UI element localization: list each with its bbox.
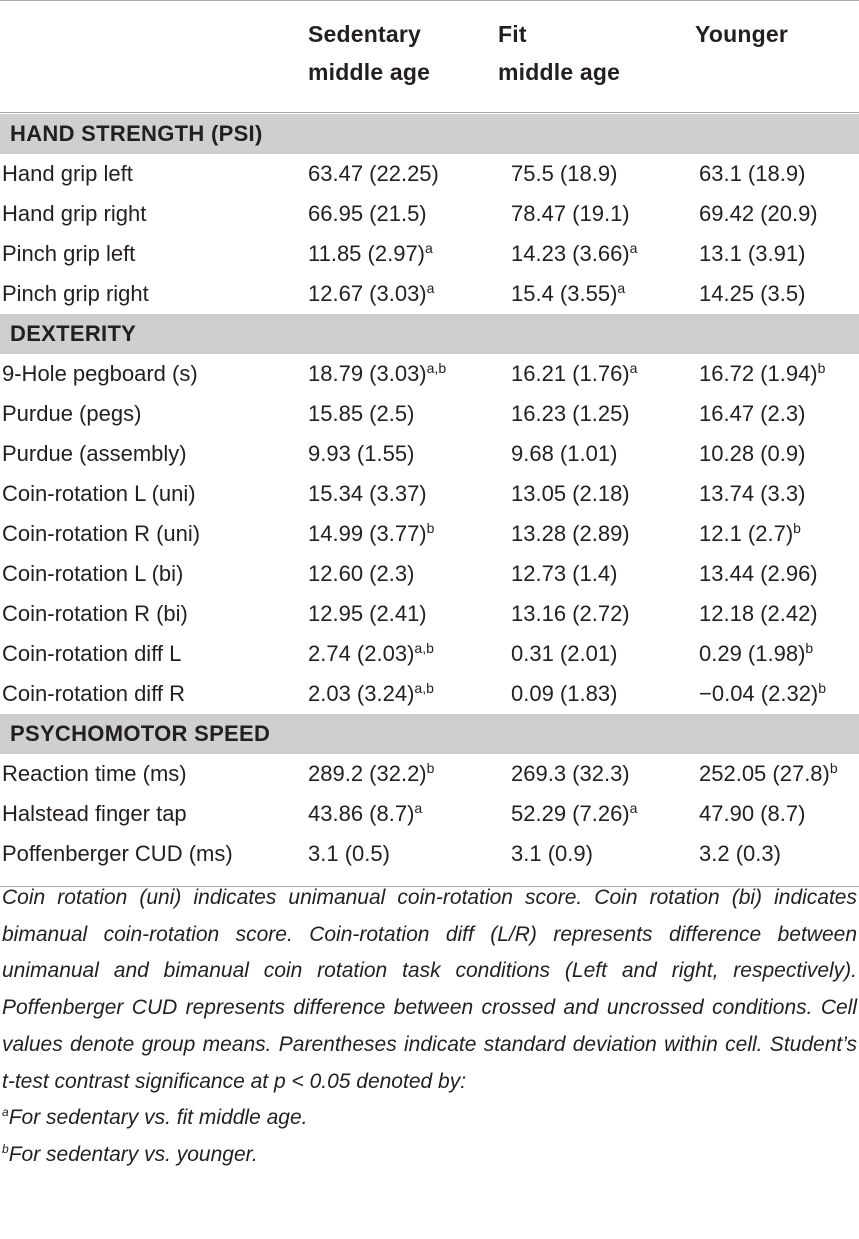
table-cell bbox=[511, 354, 637, 394]
cell-value: 13.05 (2.18) bbox=[511, 481, 630, 506]
column-header-line: middle age bbox=[308, 59, 431, 85]
table-row bbox=[0, 434, 859, 474]
table-header bbox=[0, 1, 859, 111]
table-cell bbox=[699, 514, 801, 554]
cell-value: 63.47 (22.25) bbox=[308, 161, 439, 186]
cell-value: 16.21 (1.76) bbox=[511, 361, 630, 386]
cell-value: 16.47 (2.3) bbox=[699, 401, 806, 426]
footnote-mark: a bbox=[2, 1105, 9, 1120]
table-cell bbox=[308, 554, 414, 594]
table-row bbox=[0, 514, 859, 554]
cell-value: 0.29 (1.98) bbox=[699, 641, 806, 666]
table-cell bbox=[699, 474, 805, 514]
significance-mark: b bbox=[818, 680, 827, 696]
table-cell bbox=[511, 834, 593, 874]
table-cell bbox=[308, 594, 427, 634]
column-header-line: Sedentary bbox=[308, 21, 422, 47]
table-cell bbox=[511, 234, 637, 274]
row-label: 9-Hole pegboard (s) bbox=[2, 361, 198, 386]
table-cell bbox=[308, 794, 422, 834]
cell-value: 47.90 (8.7) bbox=[699, 801, 806, 826]
cell-value: 10.28 (0.9) bbox=[699, 441, 806, 466]
table-cell bbox=[511, 794, 637, 834]
significance-mark: a bbox=[629, 240, 638, 256]
significance-mark: b bbox=[805, 640, 814, 656]
table-cell bbox=[511, 674, 617, 714]
table-cell bbox=[511, 514, 630, 554]
cell-value: 66.95 (21.5) bbox=[308, 201, 427, 226]
significance-mark: a bbox=[414, 800, 423, 816]
cell-value: 78.47 (19.1) bbox=[511, 201, 630, 226]
cell-value: 15.4 (3.55) bbox=[511, 281, 618, 306]
table-row bbox=[0, 794, 859, 834]
table-cell bbox=[511, 754, 630, 794]
table-row bbox=[0, 474, 859, 514]
table-cell bbox=[511, 554, 617, 594]
table-cell bbox=[511, 634, 617, 674]
cell-value: 14.23 (3.66) bbox=[511, 241, 630, 266]
column-header-sedentary bbox=[308, 15, 488, 91]
row-label: Coin-rotation R (bi) bbox=[2, 601, 188, 626]
cell-value: 12.1 (2.7) bbox=[699, 521, 794, 546]
table-row bbox=[0, 274, 859, 314]
table-cell bbox=[308, 634, 434, 674]
row-label: Coin-rotation L (bi) bbox=[2, 561, 184, 586]
cell-value: 75.5 (18.9) bbox=[511, 161, 618, 186]
table-cell bbox=[699, 754, 838, 794]
table-row bbox=[0, 354, 859, 394]
cell-value: −0.04 (2.32) bbox=[699, 681, 819, 706]
significance-mark: b bbox=[793, 520, 801, 536]
table-cell bbox=[308, 274, 434, 314]
table-cell bbox=[308, 434, 414, 474]
footnote-note-b bbox=[2, 1137, 857, 1174]
table-cell bbox=[699, 194, 818, 234]
footnote-mark: b bbox=[2, 1141, 9, 1156]
table-cell bbox=[699, 554, 818, 594]
cell-value: 16.72 (1.94) bbox=[699, 361, 818, 386]
cell-value: 2.03 (3.24) bbox=[308, 681, 415, 706]
cell-value: 9.93 (1.55) bbox=[308, 441, 415, 466]
cell-value: 14.99 (3.77) bbox=[308, 521, 427, 546]
table-cell bbox=[308, 834, 390, 874]
table-row bbox=[0, 394, 859, 434]
significance-mark: a bbox=[629, 360, 638, 376]
cell-value: 12.18 (2.42) bbox=[699, 601, 818, 626]
column-header-line: Fit bbox=[498, 21, 527, 47]
table-footnote bbox=[0, 880, 859, 1174]
cell-value: 63.1 (18.9) bbox=[699, 161, 806, 186]
table-row bbox=[0, 194, 859, 234]
table-cell bbox=[308, 354, 446, 394]
significance-mark: b bbox=[426, 520, 435, 536]
significance-mark: a,b bbox=[414, 640, 434, 656]
cell-value: 9.68 (1.01) bbox=[511, 441, 618, 466]
table-row bbox=[0, 634, 859, 674]
footnote-note-a bbox=[2, 1100, 857, 1137]
table-cell bbox=[511, 434, 617, 474]
cell-value: 13.16 (2.72) bbox=[511, 601, 630, 626]
table-cell bbox=[699, 674, 826, 714]
section-header: HAND STRENGTH (PSI) bbox=[0, 114, 859, 154]
table-body bbox=[0, 114, 859, 874]
cell-value: 15.85 (2.5) bbox=[308, 401, 415, 426]
footnote-text: For sedentary vs. fit middle age. bbox=[8, 1106, 308, 1130]
row-label: Reaction time (ms) bbox=[2, 761, 187, 786]
cell-value: 13.74 (3.3) bbox=[699, 481, 806, 506]
cell-value: 3.1 (0.9) bbox=[511, 841, 593, 866]
cell-value: 0.31 (2.01) bbox=[511, 641, 618, 666]
table-cell bbox=[511, 594, 630, 634]
cell-value: 3.2 (0.3) bbox=[699, 841, 781, 866]
table-cell bbox=[308, 154, 439, 194]
cell-value: 16.23 (1.25) bbox=[511, 401, 630, 426]
table-cell bbox=[511, 154, 617, 194]
cell-value: 3.1 (0.5) bbox=[308, 841, 390, 866]
table-cell bbox=[511, 274, 625, 314]
cell-value: 13.28 (2.89) bbox=[511, 521, 630, 546]
significance-mark: b bbox=[829, 760, 838, 776]
footnote-paragraph: Coin rotation (uni) indicates unimanual coin-rotation score. Coin rotation (bi) indicates bimanual coin-rotation score. Coin-rotation diff (L/R) represents difference between unimanual and bimanual coin rotation task conditions (Left and right, respectively). Poffenberger CUD represents difference between crossed and uncrossed conditions. Cell values denote group means. Parentheses indicate standard deviation within cell. Student’s t-test contrast significance at p < 0.05 denoted by: bbox=[2, 886, 857, 1093]
cell-value: 18.79 (3.03) bbox=[308, 361, 427, 386]
header-rule bbox=[0, 112, 859, 113]
significance-mark: b bbox=[426, 760, 435, 776]
table-cell bbox=[308, 234, 433, 274]
cell-value: 14.25 (3.5) bbox=[699, 281, 806, 306]
cell-value: 43.86 (8.7) bbox=[308, 801, 415, 826]
table-row bbox=[0, 674, 859, 714]
row-label: Purdue (pegs) bbox=[2, 401, 142, 426]
table-cell bbox=[308, 474, 427, 514]
significance-mark: b bbox=[817, 360, 826, 376]
row-label: Hand grip right bbox=[2, 201, 147, 226]
column-header-fit bbox=[498, 15, 678, 91]
table-cell bbox=[699, 834, 781, 874]
significance-mark: a bbox=[425, 240, 433, 256]
table-cell bbox=[308, 754, 434, 794]
cell-value: 13.44 (2.96) bbox=[699, 561, 818, 586]
cell-value: 12.67 (3.03) bbox=[308, 281, 427, 306]
section-header: DEXTERITY bbox=[0, 314, 859, 354]
table-cell bbox=[511, 194, 630, 234]
row-label: Hand grip left bbox=[2, 161, 133, 186]
table-cell bbox=[699, 434, 805, 474]
cell-value: 2.74 (2.03) bbox=[308, 641, 415, 666]
significance-mark: a bbox=[426, 280, 435, 296]
row-label: Halstead finger tap bbox=[2, 801, 187, 826]
significance-mark: a,b bbox=[426, 360, 447, 376]
table-cell bbox=[699, 634, 813, 674]
cell-value: 13.1 (3.91) bbox=[699, 241, 806, 266]
cell-value: 252.05 (27.8) bbox=[699, 761, 830, 786]
cell-value: 11.85 (2.97) bbox=[308, 241, 426, 266]
cell-value: 69.42 (20.9) bbox=[699, 201, 818, 226]
row-label: Purdue (assembly) bbox=[2, 441, 187, 466]
table-row bbox=[0, 594, 859, 634]
column-header-line: middle age bbox=[498, 59, 621, 85]
table-cell bbox=[511, 394, 630, 434]
cell-value: 52.29 (7.26) bbox=[511, 801, 630, 826]
row-label: Coin-rotation diff R bbox=[2, 681, 186, 706]
significance-mark: a,b bbox=[414, 680, 434, 696]
column-header-line: Younger bbox=[695, 21, 788, 47]
cell-value: 269.3 (32.3) bbox=[511, 761, 630, 786]
table-cell bbox=[699, 234, 805, 274]
table-cell bbox=[308, 394, 414, 434]
table-row bbox=[0, 554, 859, 594]
cell-value: 15.34 (3.37) bbox=[308, 481, 427, 506]
table-cell bbox=[699, 794, 805, 834]
row-label: Coin-rotation L (uni) bbox=[2, 481, 196, 506]
table-cell bbox=[308, 674, 434, 714]
cell-value: 12.95 (2.41) bbox=[308, 601, 427, 626]
cell-value: 0.09 (1.83) bbox=[511, 681, 618, 706]
footnote-text: For sedentary vs. younger. bbox=[8, 1142, 258, 1166]
table-cell bbox=[699, 274, 805, 314]
row-label: Poffenberger CUD (ms) bbox=[2, 841, 233, 866]
table-row bbox=[0, 834, 859, 874]
table-cell bbox=[699, 594, 818, 634]
row-label: Coin-rotation R (uni) bbox=[2, 521, 201, 546]
row-label: Pinch grip left bbox=[2, 241, 136, 266]
section-header: PSYCHOMOTOR SPEED bbox=[0, 714, 859, 754]
row-label: Coin-rotation diff L bbox=[2, 641, 182, 666]
table-row bbox=[0, 154, 859, 194]
table-row bbox=[0, 754, 859, 794]
table-row bbox=[0, 234, 859, 274]
cell-value: 289.2 (32.2) bbox=[308, 761, 427, 786]
table-cell bbox=[308, 514, 434, 554]
column-header-younger bbox=[695, 15, 855, 53]
table-cell bbox=[699, 354, 825, 394]
table-cell bbox=[699, 154, 805, 194]
significance-mark: a bbox=[629, 800, 638, 816]
significance-mark: a bbox=[617, 280, 626, 296]
cell-value: 12.73 (1.4) bbox=[511, 561, 618, 586]
table-cell bbox=[511, 474, 630, 514]
row-label: Pinch grip right bbox=[2, 281, 149, 306]
table-cell bbox=[699, 394, 805, 434]
cell-value: 12.60 (2.3) bbox=[308, 561, 415, 586]
table-cell bbox=[308, 194, 427, 234]
